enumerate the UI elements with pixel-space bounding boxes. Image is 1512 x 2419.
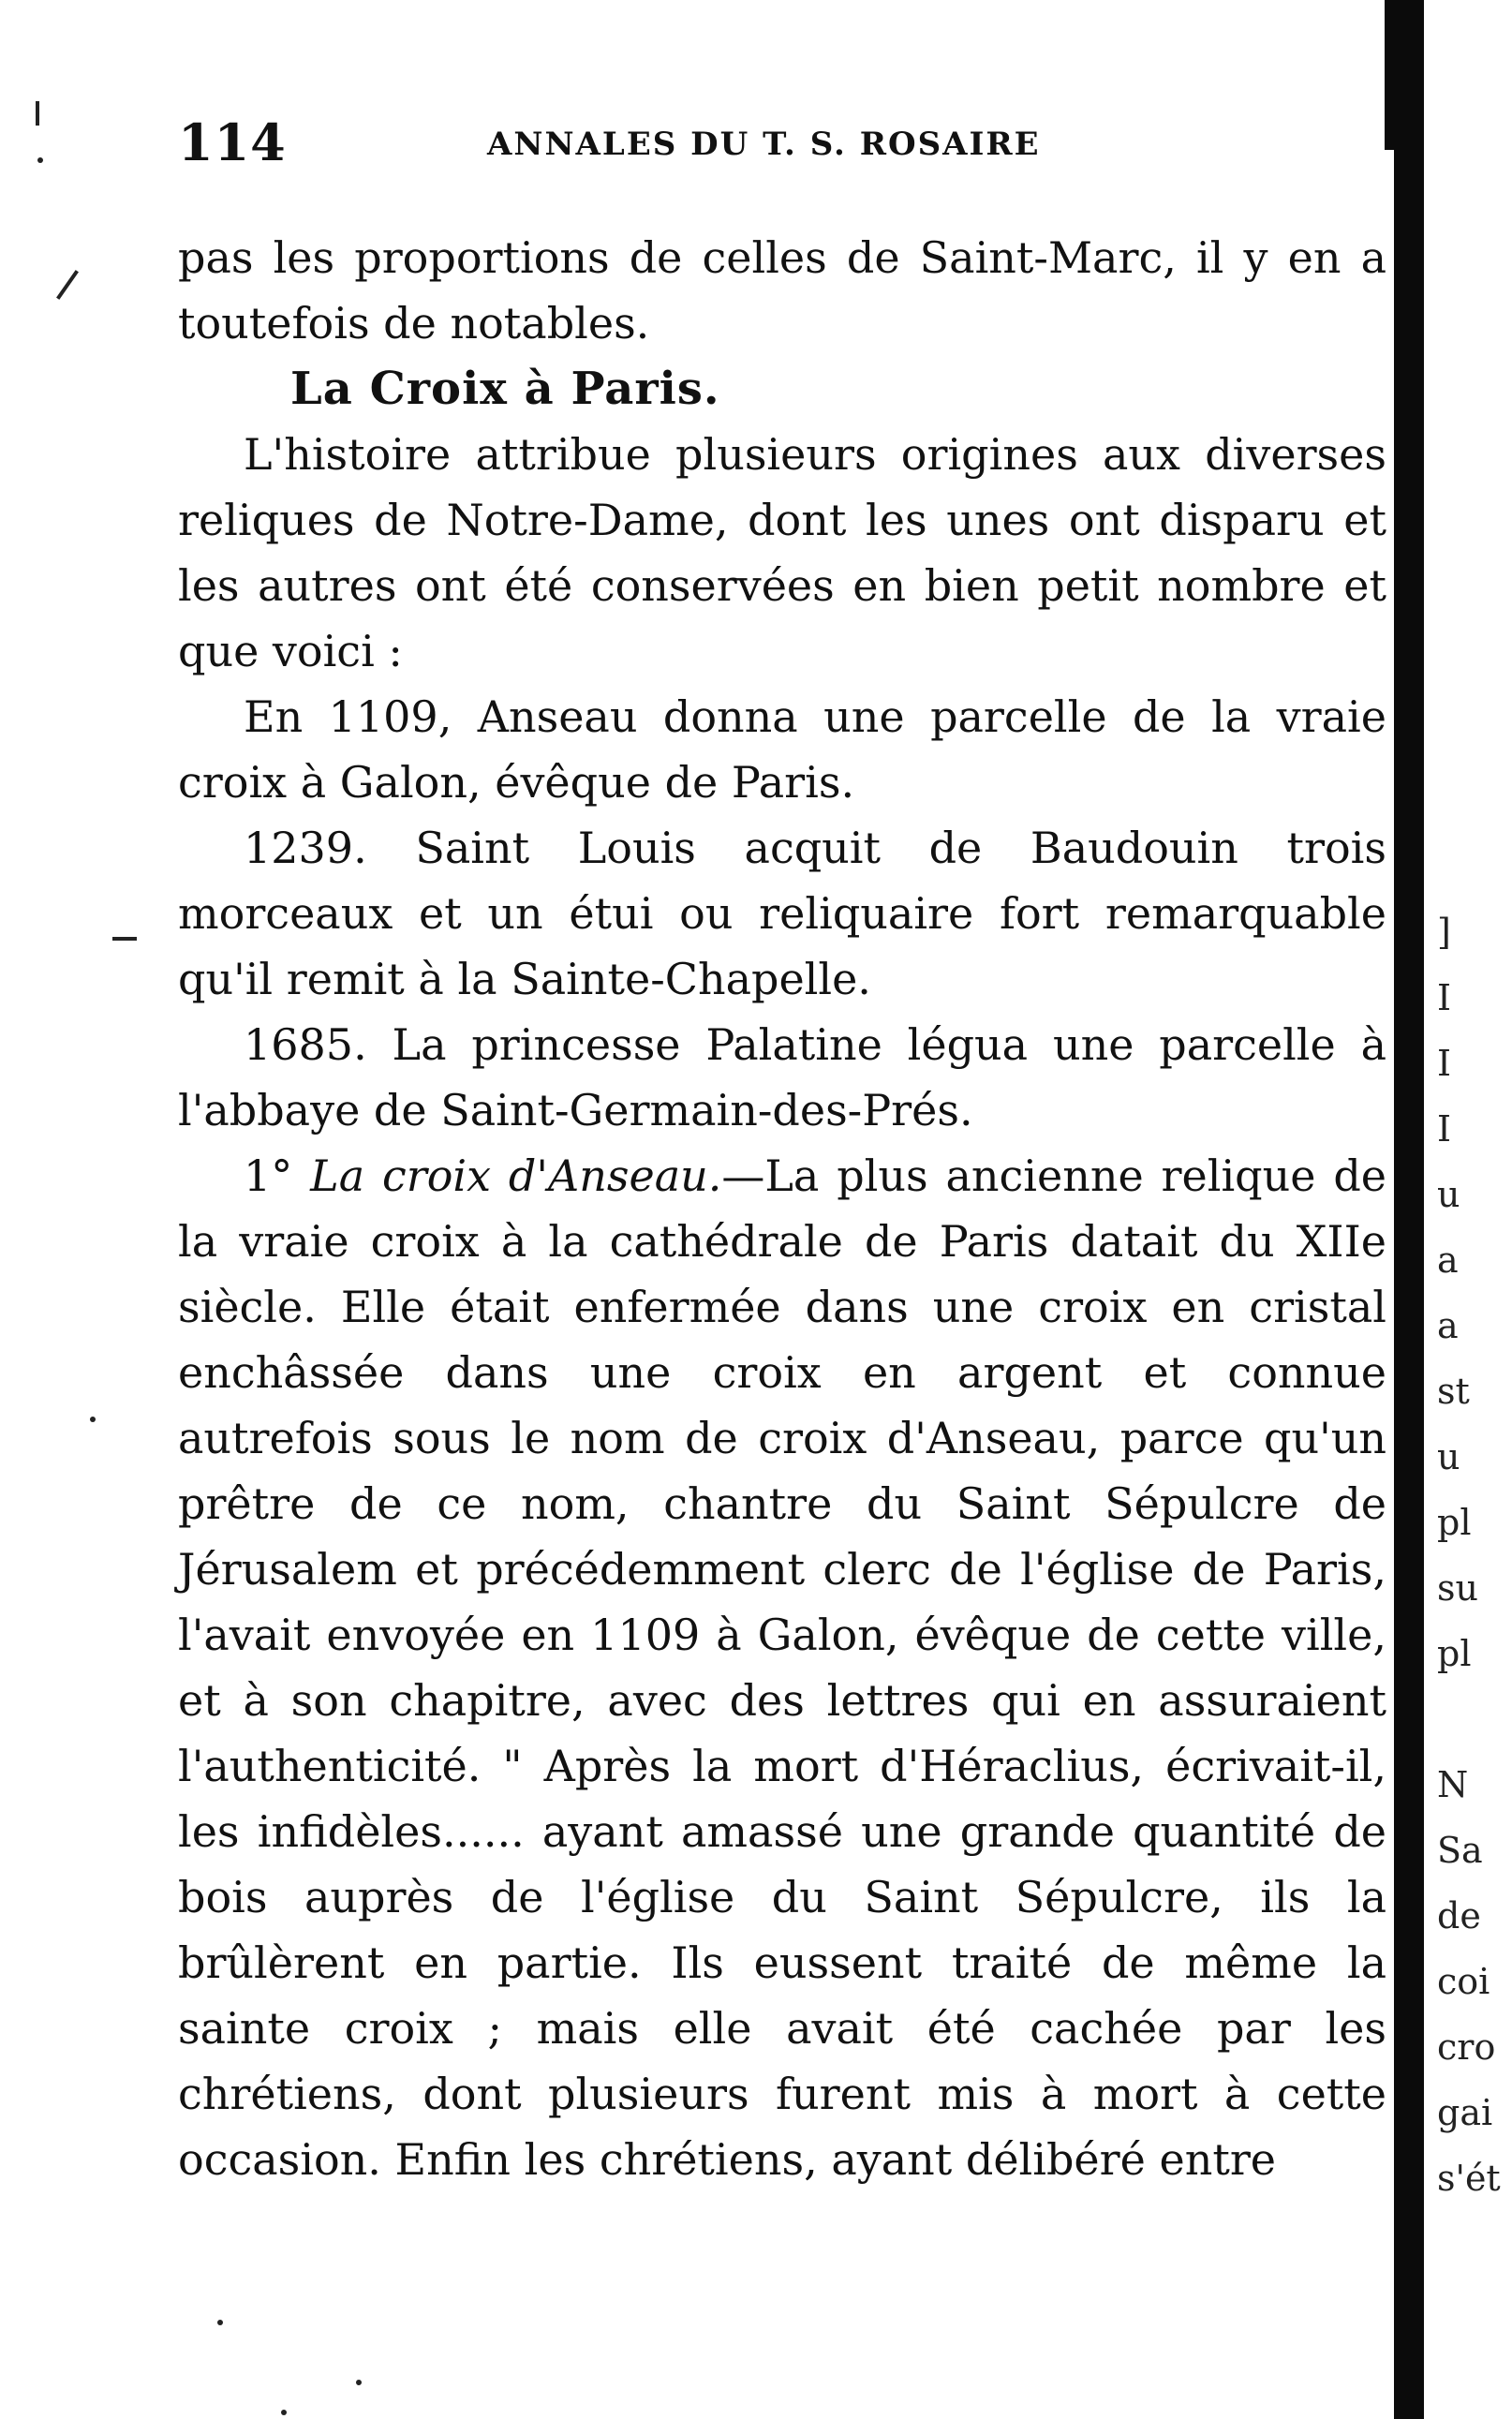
- scan-speck: [37, 157, 43, 163]
- fragment: st: [1437, 1371, 1470, 1412]
- fragment: I: [1437, 977, 1452, 1018]
- fragment: gai: [1437, 2092, 1493, 2133]
- gutter-shadow: [1394, 0, 1424, 2419]
- fragment: N: [1437, 1764, 1469, 1805]
- fragment: Sa: [1437, 1830, 1483, 1871]
- running-head: ANNALES DU T. S. ROSAIRE: [487, 126, 1041, 163]
- fragment: ]: [1437, 912, 1451, 953]
- fragment: de: [1437, 1895, 1481, 1937]
- scan-mark: [112, 937, 137, 941]
- intro-paragraph: L'histoire attribue plusieurs origines aux diverses reliques de Notre-Dame, dont les unes ont disparu et les autres ont été conservées en bien petit nombre et que voici :: [178, 429, 1386, 676]
- scan-mark: [56, 270, 79, 300]
- fragment: u: [1437, 1436, 1460, 1477]
- page-number: 114: [178, 112, 287, 172]
- fragment: u: [1437, 1174, 1460, 1215]
- fragment: su: [1437, 1567, 1478, 1609]
- body-text: [178, 225, 1386, 2192]
- facing-page-fragments: [1437, 899, 1512, 2211]
- entry-1685: 1685. La princesse Palatine légua une parcelle à l'abbaye de Saint-Germain-des-Prés.: [178, 1019, 1386, 1135]
- section-1-number: 1°: [244, 1150, 293, 1201]
- section-1-title: La croix d'Anseau.: [310, 1150, 722, 1201]
- scan-speck: [90, 1417, 96, 1422]
- fragment: a: [1437, 1305, 1459, 1346]
- fragment: pl: [1437, 1633, 1472, 1674]
- scan-speck: [281, 2410, 287, 2415]
- fragment: cro: [1437, 2026, 1496, 2068]
- section-1-paragraph: [178, 1143, 1386, 2192]
- entry-1109: En 1109, Anseau donna une parcelle de la vraie croix à Galon, évêque de Paris.: [178, 691, 1386, 808]
- scan-speck: [356, 2380, 362, 2385]
- scan-mark: [36, 101, 39, 126]
- fragment: [1437, 1686, 1512, 1752]
- section-heading: La Croix à Paris.: [290, 363, 720, 415]
- section-1-text: —La plus ancienne relique de la vraie croix à la cathédrale de Paris datait du XIIe siècle. Elle était enfermée dans une croix en cristal enchâssée dans une croix en argent et connue autrefois sous le nom de croix d'Anseau, parce qu'un prêtre de ce nom, chantre du Saint Sépulcre de Jérusalem et précédemment clerc de l'église de Paris, l'avait envoyée en 1109 à Galon, évêque de cette ville, et à son chapitre, avec des lettres qui en assuraient l'authenticité. " Après la mort d'Héraclius, écrivait-il, les infidèles...... ayant amassé une grande quantité de bois auprès de l'église du Saint Sépulcre, ils la brûlèrent en partie. Ils eussent traité de même la sainte croix ; mais elle avait été cachée par les chrétiens, dont plusieurs furent mis à mort à cette occasion. Enfin les chrétiens, ayant délibéré entre: [178, 1150, 1386, 2185]
- fragment: a: [1437, 1239, 1459, 1281]
- fragment: pl: [1437, 1502, 1472, 1543]
- fragment: I: [1437, 1108, 1452, 1150]
- continuation-paragraph: pas les proportions de celles de Saint-Marc, il y en a toutefois de notables.: [178, 232, 1386, 349]
- scan-speck: [217, 2320, 223, 2325]
- fragment: coi: [1437, 1961, 1490, 2002]
- page-header: [178, 112, 1096, 178]
- fragment: s'ét: [1437, 2158, 1501, 2199]
- fragment: I: [1437, 1043, 1452, 1084]
- entry-1239: 1239. Saint Louis acquit de Baudouin trois morceaux et un étui ou reliquaire fort remarquable qu'il remit à la Sainte-Chapelle.: [178, 823, 1386, 1004]
